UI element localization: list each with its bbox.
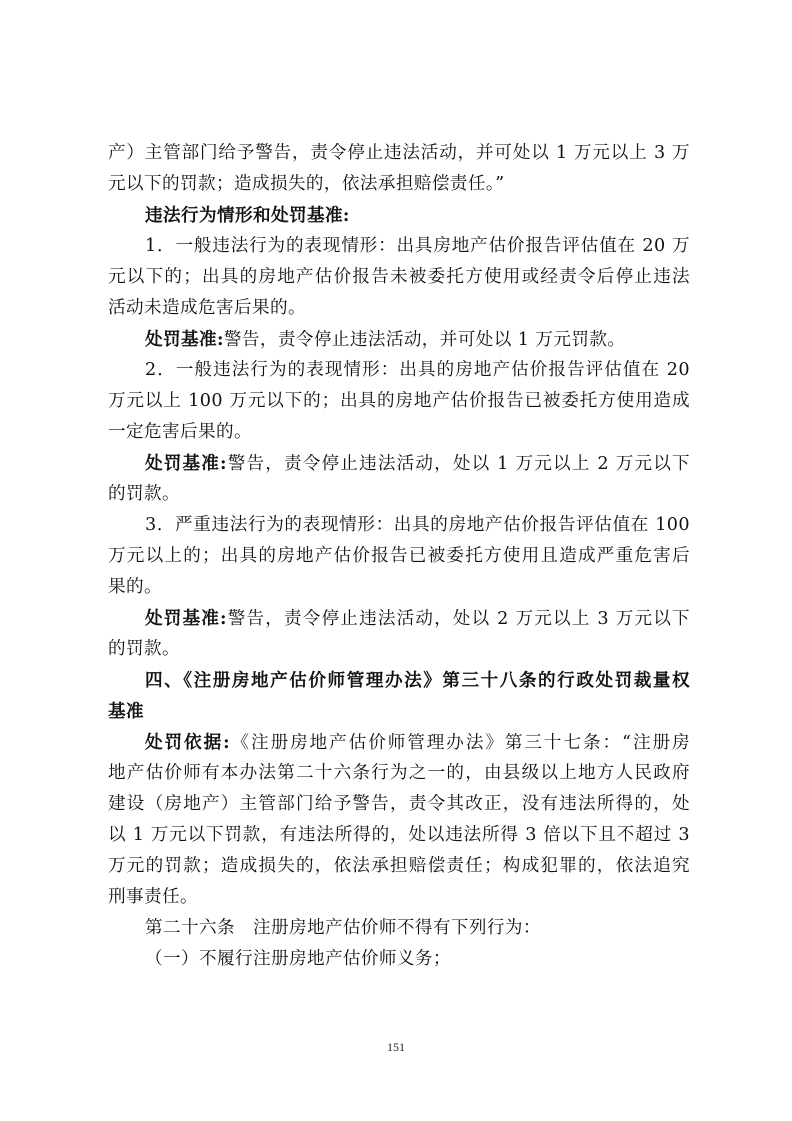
line-text: 以 1 万元以下罚款，有违法所得的，处以违法所得 3 倍以下且不超过 3 [108,825,690,845]
line-text: 地产估价师有本办法第二十六条行为之一的，由县级以上地方人民政府 [108,763,690,783]
penalty-standard-line [108,603,690,634]
body-line [108,355,690,386]
line-text: 2．一般违法行为的表现情形：出具的房地产估价报告评估值在 20 [145,360,690,380]
penalty-basis-line [108,727,690,758]
line-text: 警告，责令停止违法活动，处以 2 万元以上 3 万元以下 [226,609,690,629]
body-line [108,169,690,200]
line-text: 《注册房地产估价师管理办法》第三十七条：“注册房 [230,733,690,753]
heading-text: 基准 [108,701,144,722]
body-line [108,479,690,510]
body-line [108,262,690,293]
section-heading-continued [108,696,690,727]
line-text: 一定危害后果的。 [108,422,252,442]
body-line [108,820,690,851]
line-text: 刑事责任。 [108,887,198,907]
line-text: 果的。 [108,577,162,597]
document-body [108,138,690,975]
penalty-standard-line [108,324,690,355]
line-lead: 处罚基准: [145,608,227,629]
line-text: 活动未造成危害后果的。 [108,298,306,318]
heading-text: 四、《注册房地产估价师管理办法》第三十八条的行政处罚裁量权 [145,670,690,691]
list-item [108,944,690,975]
body-line [108,572,690,603]
body-line [108,789,690,820]
line-text: 第二十六条 注册房地产估价师不得有下列行为： [145,918,541,938]
body-line [108,417,690,448]
line-text: 1．一般违法行为的表现情形：出具房地产估价报告评估值在 20 万 [145,236,690,256]
line-text: 元以下的；出具的房地产估价报告未被委托方使用或经责令后停止违法 [108,267,690,287]
body-line [108,758,690,789]
line-text: 产）主管部门给予警告，责令停止违法活动，并可处以 1 万元以上 3 万 [108,143,690,163]
body-line [108,386,690,417]
line-lead: 处罚依据: [145,732,230,753]
line-text: 警告，责令停止违法活动，并可处以 1 万元罚款。 [223,330,626,350]
line-text: 元以下的罚款；造成损失的，依法承担赔偿责任。” [108,174,505,194]
line-text: 的罚款。 [108,484,180,504]
body-line [108,231,690,262]
body-line [108,293,690,324]
line-text: 万元以上的；出具的房地产估价报告已被委托方使用且造成严重危害后 [108,546,690,566]
line-text: 警告，责令停止违法活动，处以 1 万元以上 2 万元以下 [226,454,690,474]
section-heading [108,665,690,696]
line-lead: 处罚基准: [145,329,224,350]
body-line [108,510,690,541]
section-heading [108,200,690,231]
penalty-standard-line [108,448,690,479]
heading-text: 违法行为情形和处罚基准: [145,205,350,226]
line-text: 万元以上 100 万元以下的；出具的房地产估价报告已被委托方使用造成 [108,391,690,411]
body-line [108,634,690,665]
line-text: （一）不履行注册房地产估价师义务； [145,949,451,969]
body-line [108,138,690,169]
article-line [108,913,690,944]
body-line [108,882,690,913]
line-text: 的罚款。 [108,639,180,659]
page-number: 151 [387,1040,405,1054]
line-text: 3．严重违法行为的表现情形：出具的房地产估价报告评估值在 100 [145,515,690,535]
line-text: 万元的罚款；造成损失的，依法承担赔偿责任；构成犯罪的，依法追究 [108,856,690,876]
line-lead: 处罚基准: [145,453,227,474]
body-line [108,851,690,882]
line-text: 建设（房地产）主管部门给予警告，责令其改正，没有违法所得的，处 [108,794,690,814]
body-line [108,541,690,572]
